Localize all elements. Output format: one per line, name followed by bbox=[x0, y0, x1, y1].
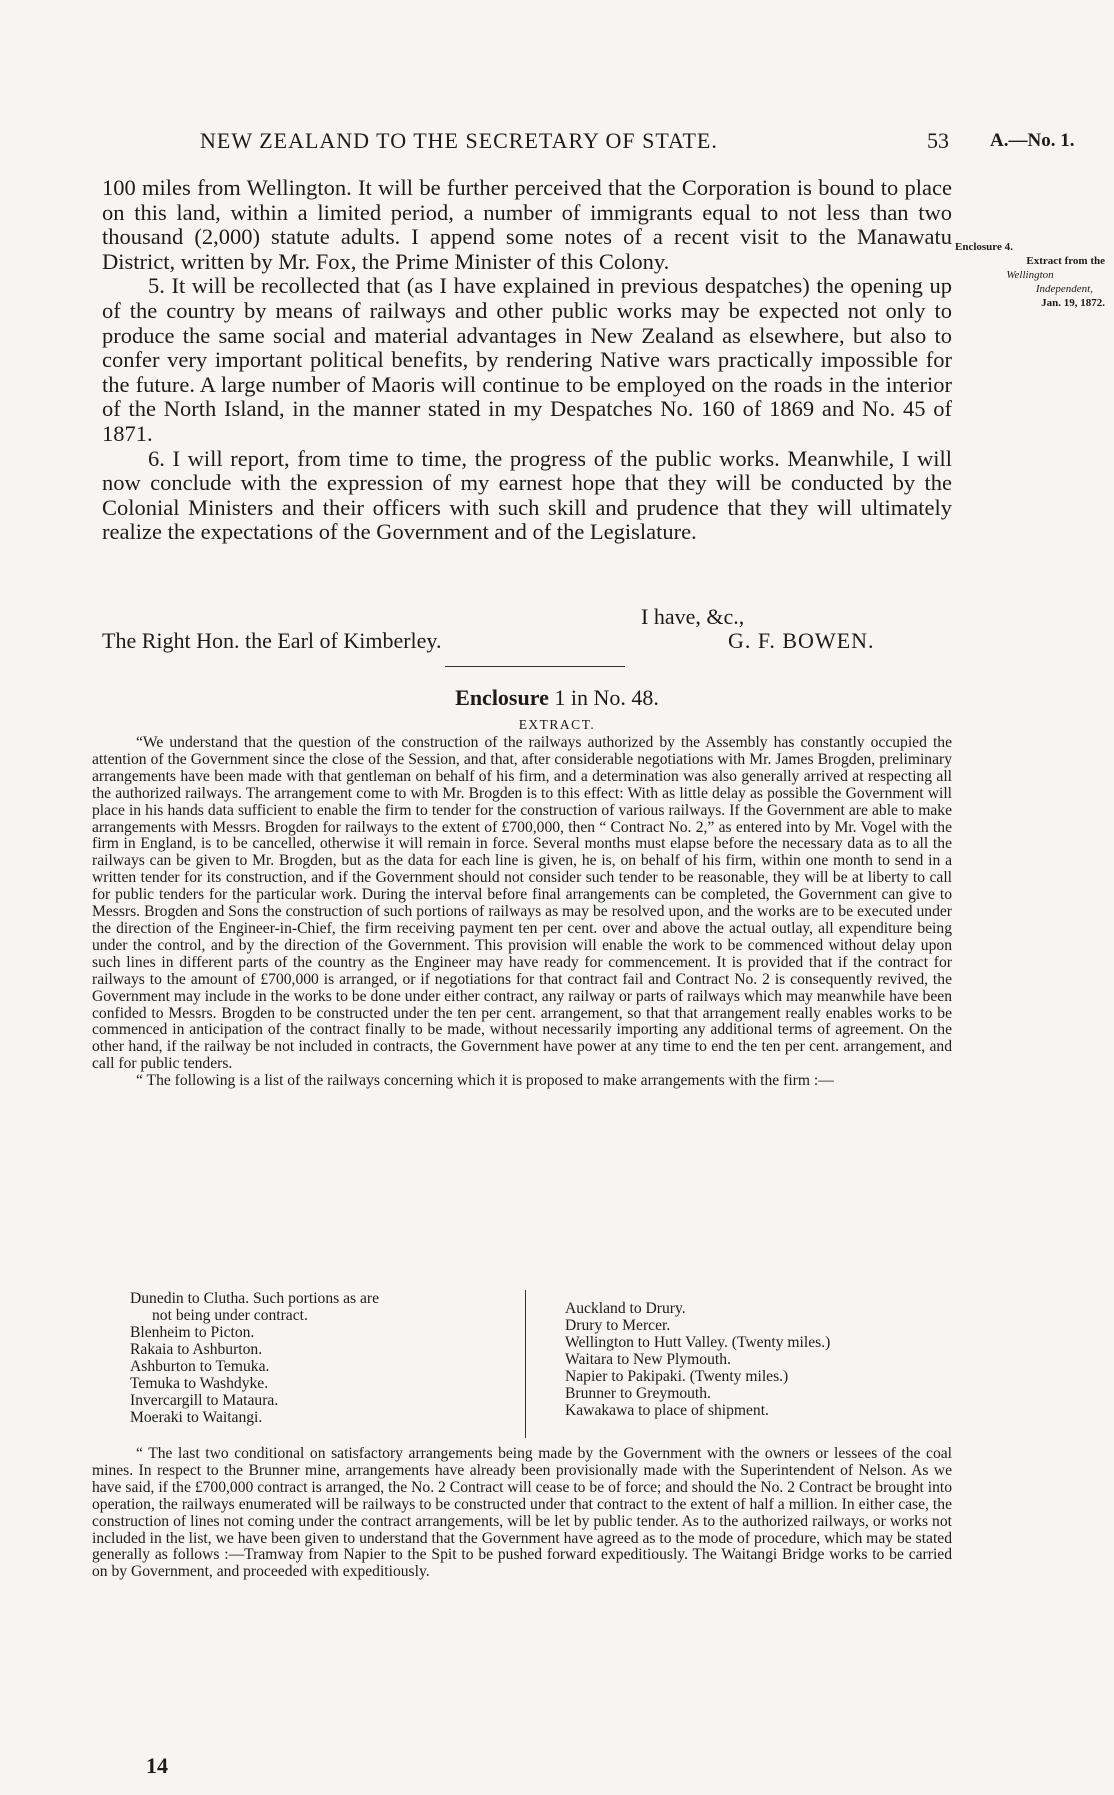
list-item: not being under contract. bbox=[152, 1307, 308, 1324]
enclosure-heading-number: 1 in No. 48. bbox=[548, 685, 659, 710]
list-item: Blenheim to Picton. bbox=[130, 1324, 255, 1341]
list-item: Rakaia to Ashburton. bbox=[130, 1341, 263, 1358]
column-divider bbox=[525, 1290, 526, 1438]
list-item: Kawakawa to place of shipment. bbox=[565, 1402, 769, 1419]
despatch-body bbox=[102, 176, 952, 545]
enclosure-heading-word: Enclosure bbox=[455, 685, 549, 710]
margin-note-newspaper: Wellington bbox=[1006, 269, 1054, 281]
list-item: Ashburton to Temuka. bbox=[130, 1358, 270, 1375]
closing-greeting: I have, &c., bbox=[641, 604, 745, 629]
list-item: Dunedin to Clutha. Such portions as are bbox=[130, 1290, 380, 1307]
paragraph-6: 6. I will report, from time to time, the progress of the public works. Meanwhile, I will now conclude with the expression of my earnest hope that they will be conducted by the Colonial Ministers and their officers with such skill and prudence that they will ultimately realize the expectations of the Government and of the Legislature. bbox=[102, 445, 952, 545]
running-header bbox=[0, 128, 1114, 158]
enclosure-heading bbox=[0, 685, 1114, 711]
enclosure-subheading: EXTRACT. bbox=[518, 717, 596, 732]
printer-signature-mark: 14 bbox=[146, 1753, 168, 1778]
list-item: Napier to Pakipaki. (Twenty miles.) bbox=[565, 1368, 789, 1385]
list-item: Wellington to Hutt Valley. (Twenty miles.) bbox=[565, 1334, 831, 1351]
list-item: Waitara to New Plymouth. bbox=[565, 1351, 731, 1368]
list-item: Brunner to Greymouth. bbox=[565, 1385, 711, 1402]
railway-list-left-column bbox=[130, 1290, 510, 1426]
margin-note-date: Jan. 19, 1872. bbox=[1041, 297, 1105, 309]
list-item: Temuka to Washdyke. bbox=[130, 1375, 269, 1392]
railway-list bbox=[130, 1290, 970, 1440]
extract-text-continued bbox=[92, 1446, 952, 1581]
margin-note-newspaper-2: Independent, bbox=[1035, 283, 1093, 295]
margin-note-enclosure: Enclosure 4. bbox=[955, 241, 1013, 253]
margin-note-extract: Extract from the bbox=[1026, 255, 1105, 267]
paragraph-5: 5. It will be recollected that (as I have explained in previous despatches) the opening up of the country by means of railways and other public works may be expected not only to produce the same social and material advantages in New Zealand as elsewhere, but also to confer very important political benefits, by rendering Native wars practically impossible for the future. A large number of Maoris will continue to be employed on the roads in the interior of the North Island, in the manner stated in my Despatches No. 160 of 1869 and No. 45 of 1871. bbox=[102, 273, 952, 446]
extract-paragraph-2: “ The following is a list of the railways concerning which it is proposed to make arrangements with the firm :— bbox=[136, 1072, 834, 1090]
railway-list-right-column bbox=[565, 1300, 985, 1419]
extract-text bbox=[92, 735, 952, 1090]
closing-signature: G. F. BOWEN. bbox=[728, 628, 875, 653]
extract-paragraph-3: “ The last two conditional on satisfactory arrangements being made by the Government with the owners or lessees of the coal mines. In respect to the Brunner mine, arrangements have already been provisionally made with the Superintendent of Nelson. As we have said, if the £700,000 contract is arranged, the No. 2 Contract will cease to be of force; and should the No. 2 Contract be brought into operation, the railways enumerated will be railways to be constructed under that contract to the extent of half a million. In either case, the construction of lines not coming under the contract arrangements, will be let by public tender. As to the authorized railways, or works not included in the list, we have been given to understand that the Government have agreed as to the mode of procedure, which may be stated generally as follows :—Tramway from Napier to the Spit to be pushed forward expeditiously. The Waitangi Bridge works to be carried on by Government, and proceeded with expeditiously. bbox=[92, 1445, 952, 1581]
list-item: Auckland to Drury. bbox=[565, 1300, 686, 1317]
page-number: 53 bbox=[927, 128, 949, 153]
paragraph-continuation: 100 miles from Wellington. It will be further perceived that the Corporation is bound to place on this land, within a limited period, a number of immigrants equal to not less than two thousand (2,000) statute adults. I append some notes of a recent visit to the Manawatu District, written by Mr. Fox, the Prime Minister of this Colony. bbox=[102, 175, 952, 274]
closing-addressee: The Right Hon. the Earl of Kimberley. bbox=[102, 628, 442, 653]
list-item: Invercargill to Mataura. bbox=[130, 1392, 279, 1409]
section-divider bbox=[445, 666, 625, 667]
paper-reference: A.—No. 1. bbox=[990, 130, 1075, 151]
header-title: NEW ZEALAND TO THE SECRETARY OF STATE. bbox=[200, 128, 718, 153]
list-item: Moeraki to Waitangi. bbox=[130, 1409, 263, 1426]
margin-note bbox=[955, 240, 1105, 310]
extract-paragraph-1: “We understand that the question of the construction of the railways authorized by the Assembly has constantly occupied the attention of the Government since the close of the Session, and that, after considerable negotiations with Mr. James Brogden, preliminary arrangements have been made with that gentleman on behalf of his firm, and a determination was also generally arrived at respecting all the authorized railways. The arrangement come to with Mr. Brogden is to this effect: With as little delay as possible the Government will place in his hands data sufficient to enable the firm to tender for the construction of various railways. If the Government are able to make arrangements with Messrs. Brogden for railways to the extent of £700,000, then “ Contract No. 2,” as entered into by Mr. Vogel with the firm in England, is to be cancelled, otherwise it will remain in force. Several months must elapse before the necessary data as to all the railways can be given to Mr. Brogden, but as the data for each line is given, he is, on behalf of his firm, within one month to send in a written tender for its construction, and if the Government should not consider such tender to be reasonable, they will be at liberty to call for public tenders for the particular work. During the interval before final arrangements can be completed, the Government can give to Messrs. Brogden and Sons the construction of such portions of railways as may be resolved upon, and the works are to be executed under the direction of the Engineer-in-Chief, the firm receiving payment ten per cent. over and above the actual outlay, all expenditure being under the control, and by the direction of the Government. This provision will enable the work to be commenced without delay upon such lines in different parts of the country as the Engineer may have ready for commencement. It is provided that if the contract for railways to the amount of £700,000 is arranged, or if negotiations for that contract fail and Contract No. 2 is consequently revived, the Government may include in the works to be done under either contract, any railway or parts of railways which may meanwhile have been confided to Messrs. Brogden to be constructed under the ten per cent. arrangement, so that that arrangement really enables works to be commenced in anticipation of the contract finally to be made, without necessarily importing any additional terms of agreement. On the other hand, if the railway be not included in contracts, the Government have power at any time to end the ten per cent. arrangement, and call for public tenders. bbox=[92, 734, 952, 1073]
list-item: Drury to Mercer. bbox=[565, 1317, 671, 1334]
